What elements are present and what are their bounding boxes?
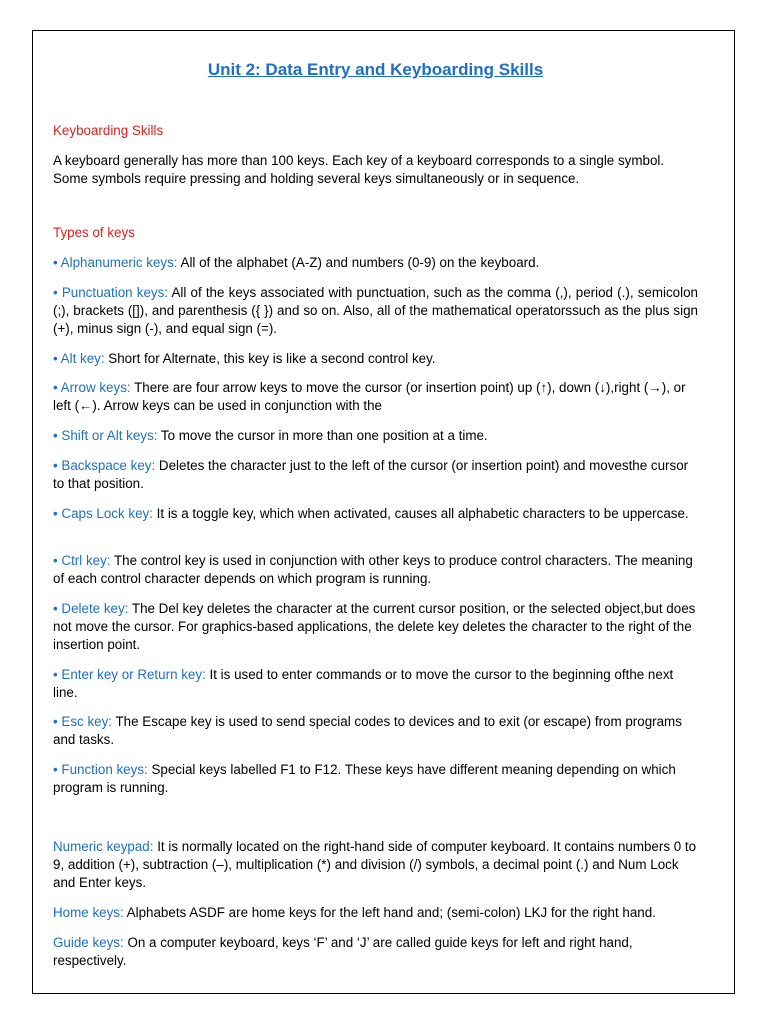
item-label: • Shift or Alt keys: [53, 428, 158, 443]
item-text: All of the keys associated with punctuation, such as the comma (,), period (.), semicolon (;), brackets ([]), and parenthesis ({ }) and so on. Also, all of the mathematical operatorssuch as the plus sign (+), minus sign (-), and equal sign (=). [53, 285, 698, 336]
home-keys-paragraph [53, 904, 698, 922]
page-title: Unit 2: Data Entry and Keyboarding Skills [207, 60, 544, 79]
list-item-alphanumeric [53, 254, 698, 272]
item-text: To move the cursor in more than one position at a time. [157, 428, 488, 443]
list-item-caps-lock [53, 505, 698, 523]
item-label: • Delete key: [53, 601, 129, 616]
numeric-text: It is normally located on the right-hand side of computer keyboard. It contains numbers 0 to 9, addition (+), subtraction (–), multiplication (*) and division (/) symbols, a decimal point (.) and Num Lock and Enter keys. [53, 839, 697, 890]
guide-label: Guide keys: [53, 935, 124, 950]
item-text: There are four arrow keys to move the cursor (or insertion point) up (↑), down (↓),right (→), or left (←). Arrow keys can be used in conjunction with the [53, 380, 686, 413]
item-text: Short for Alternate, this key is like a second control key. [104, 351, 436, 366]
item-label: • Alphanumeric keys: [53, 255, 178, 270]
home-label: Home keys: [53, 905, 124, 920]
list-item-shift-alt [53, 427, 698, 445]
list-item-backspace [53, 457, 698, 493]
item-text: Special keys labelled F1 to F12. These keys have different meaning depending on which program is running. [53, 762, 676, 795]
list-item-arrow [53, 379, 698, 415]
keyboarding-text: A keyboard generally has more than 100 keys. Each key of a keyboard corresponds to a single symbol. Some symbols require pressing and holding several keys simultaneously or in sequence. [53, 153, 665, 186]
list-item-ctrl [53, 552, 698, 588]
item-label: • Caps Lock key: [53, 506, 153, 521]
item-label: • Function keys: [53, 762, 148, 777]
item-label: • Backspace key: [53, 458, 156, 473]
item-label: • Arrow keys: [53, 380, 131, 395]
item-label: • Punctuation keys: [53, 285, 169, 300]
document-body [53, 58, 698, 968]
guide-keys-paragraph [53, 934, 698, 970]
guide-text: On a computer keyboard, keys ‘F’ and ‘J’ are called guide keys for left and right hand, respectively. [53, 935, 633, 968]
home-text: Alphabets ASDF are home keys for the left hand and; (semi-colon) LKJ for the right hand. [123, 905, 656, 920]
list-item-alt [53, 350, 698, 368]
list-item-function [53, 761, 698, 797]
item-text: Deletes the character just to the left of the cursor (or insertion point) and movesthe cursor to that position. [53, 458, 689, 491]
item-text: It is used to enter commands or to move the cursor to the beginning ofthe next line. [53, 667, 674, 700]
types-heading: Types of keys [53, 225, 135, 240]
numeric-label: Numeric keypad: [53, 839, 154, 854]
item-label: • Alt key: [53, 351, 105, 366]
list-item-punctuation [53, 284, 698, 338]
item-text: The Del key deletes the character at the current cursor position, or the selected object,but does not move the cursor. For graphics-based applications, the delete key deletes the character to the right of the insertion point. [53, 601, 696, 652]
keyboarding-heading: Keyboarding Skills [53, 123, 164, 138]
list-item-esc [53, 713, 698, 749]
item-text: The Escape key is used to send special codes to devices and to exit (or escape) from programs and tasks. [53, 714, 682, 747]
item-text: All of the alphabet (A-Z) and numbers (0-9) on the keyboard. [177, 255, 540, 270]
item-label: • Esc key: [53, 714, 113, 729]
item-text: The control key is used in conjunction with other keys to produce control characters. The meaning of each control character depends on which program is running. [53, 553, 693, 586]
item-text: It is a toggle key, which when activated, causes all alphabetic characters to be uppercase. [152, 506, 689, 521]
numeric-keypad-paragraph [53, 838, 698, 892]
list-item-enter [53, 666, 698, 702]
item-label: • Enter key or Return key: [53, 667, 206, 682]
list-item-delete [53, 600, 698, 654]
item-label: • Ctrl key: [53, 553, 111, 568]
